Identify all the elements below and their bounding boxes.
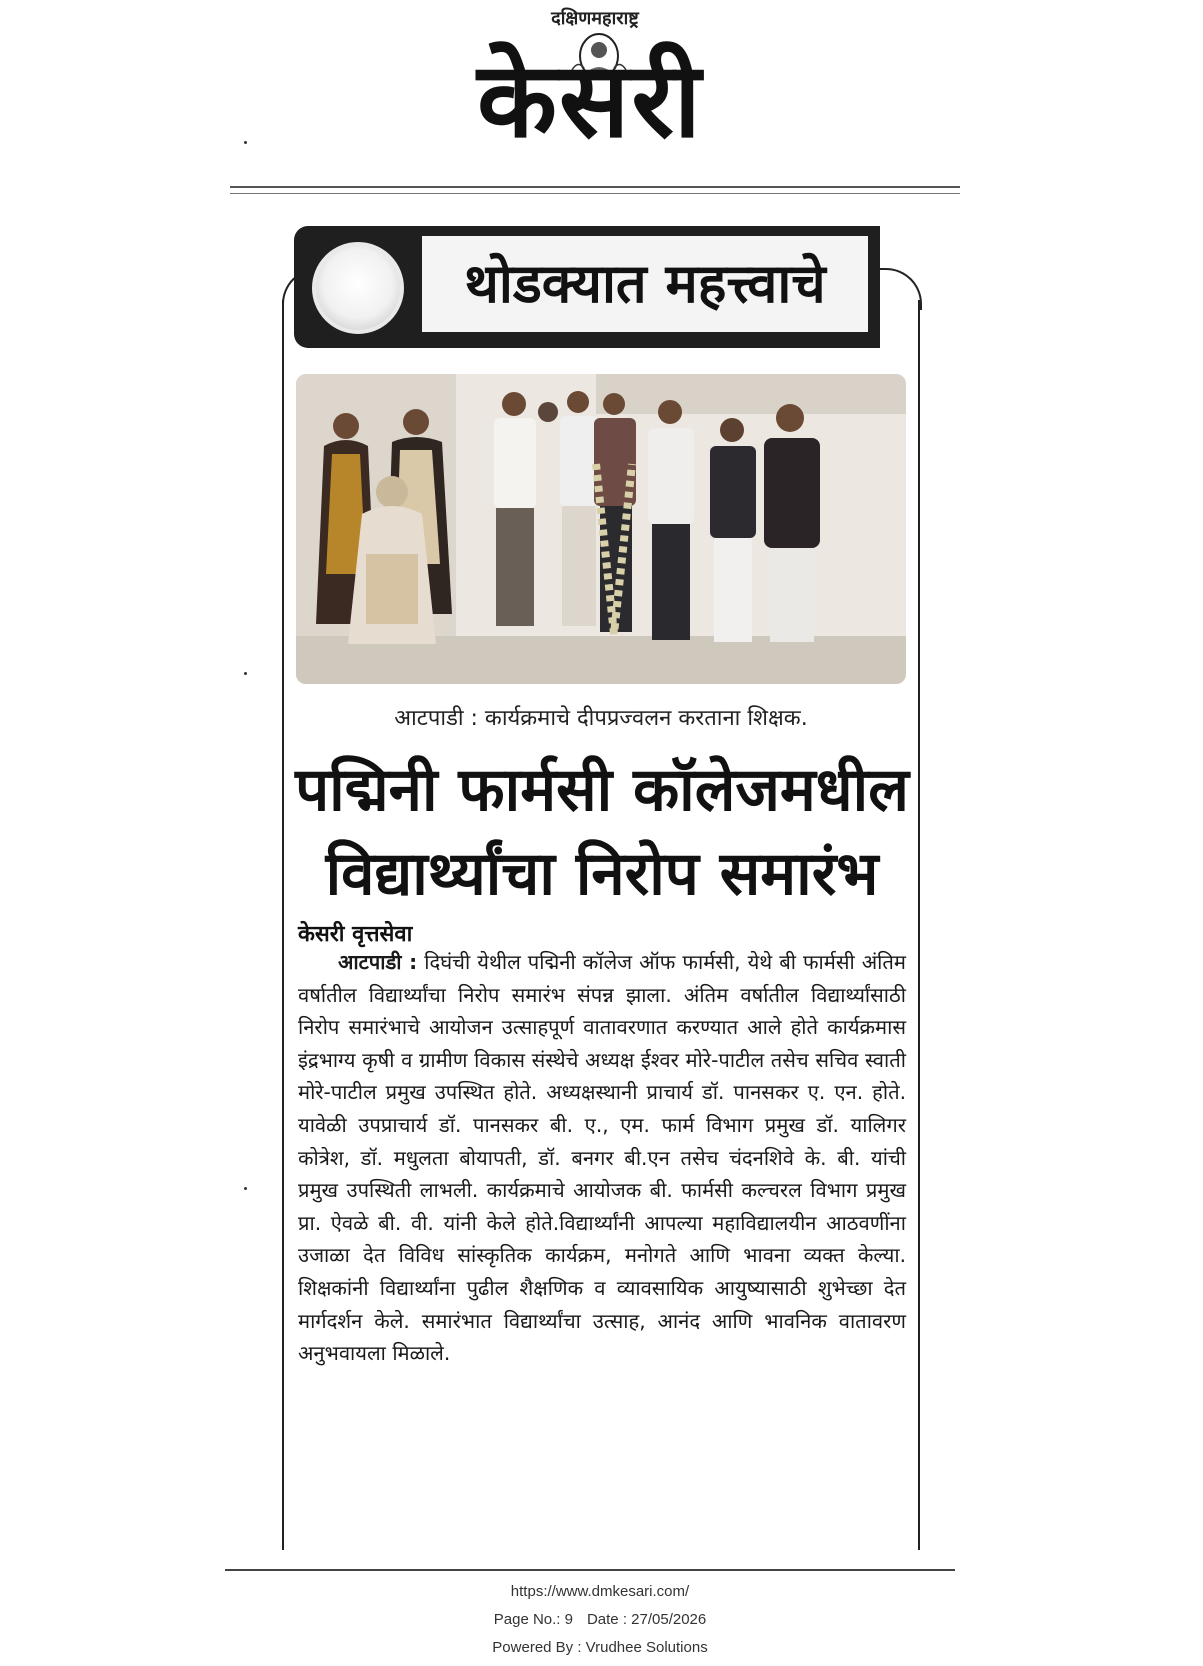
footer-powered-by: Powered By : Vrudhee Solutions (492, 1639, 708, 1656)
footer-page-number: Page No.: 9 (493, 1611, 573, 1628)
masthead-rule (230, 186, 960, 188)
section-banner-title: थोडक्यात महत्त्वाचे (420, 234, 870, 334)
scan-speck (244, 1187, 247, 1190)
article-photo (296, 374, 906, 684)
banner-circle-icon (312, 242, 404, 334)
footer-rule (225, 1569, 955, 1571)
footer-page-date (350, 1611, 850, 1628)
frame-border-left (282, 300, 284, 1550)
article-dateline: आटपाडी : (338, 950, 418, 974)
frame-corner (880, 268, 922, 310)
footer-date: Date : 27/05/2026 (586, 1611, 707, 1628)
article-headline-line-2: विद्यार्थ्यांचा निरोप समारंभ (325, 839, 879, 909)
footer-url: https://www.dmkesari.com/ (510, 1583, 690, 1600)
scan-speck (244, 672, 247, 675)
masthead-rule-thin (230, 193, 960, 194)
scan-speck (244, 141, 247, 144)
masthead-edition: दक्षिणमहाराष्ट्र (551, 8, 639, 29)
article-body-text: दिघंची येथील पद्मिनी कॉलेज ऑफ फार्मसी, येथे बी फार्मसी अंतिम वर्षातील विद्यार्थ्यांचा निरोप समारंभ संपन्न झाला. अंतिम वर्षातील विद्यार्थ्यांसाठी निरोप समारंभाचे आयोजन उत्साहपूर्ण वातावरणात करण्यात आले होते कार्यक्रमास इंद्रभाग्य कृषी व ग्रामीण विकास संस्थेचे अध्यक्ष ईश्वर मोरे-पाटील तसेच सचिव स्वाती मोरे-पाटील प्रमुख उपस्थित होते. अध्यक्षस्थानी प्राचार्य डॉ. पानसकर ए. एन. होते. यावेळी उपप्राचार्य डॉ. पानसकर बी. ए., एम. फार्म विभाग प्रमुख डॉ. यालिगर कोत्रेश, डॉ. मधुलता बोयापती, डॉ. बनगर बी.एन तसेच चंदनशिवे के. बी. यांची प्रमुख उपस्थिती लाभली. कार्यक्रमाचे आयोजक बी. फार्मसी कल्चरल विभाग प्रमुख प्रा. ऐवळे बी. वी. यांनी केले होते.विद्यार्थ्यांनी आपल्या महाविद्यालयीन आठवणींना उजाळा देत विविध सांस्कृतिक कार्यक्रम, मनोगते आणि भावना व्यक्त केल्या. शिक्षकांनी विद्यार्थ्यांना पुढील शैक्षणिक व व्यावसायिक आयुष्यासाठी शुभेच्छा देत मार्गदर्शन केले. समारंभात विद्यार्थ्यांचा उत्साह, आनंद आणि भावनिक वातावरण अनुभवायला मिळाले. (298, 950, 906, 1366)
photo-caption: आटपाडी : कार्यक्रमाचे दीपप्रज्वलन करताना शिक्षक. (394, 706, 808, 731)
article-byline: केसरी वृत्तसेवा (298, 922, 413, 947)
masthead-title: केसरी (477, 39, 703, 161)
article-headline-line-1: पद्मिनी फार्मसी कॉलेजमधील (295, 755, 909, 825)
article-body (298, 946, 906, 1370)
frame-border-right (918, 300, 920, 1550)
